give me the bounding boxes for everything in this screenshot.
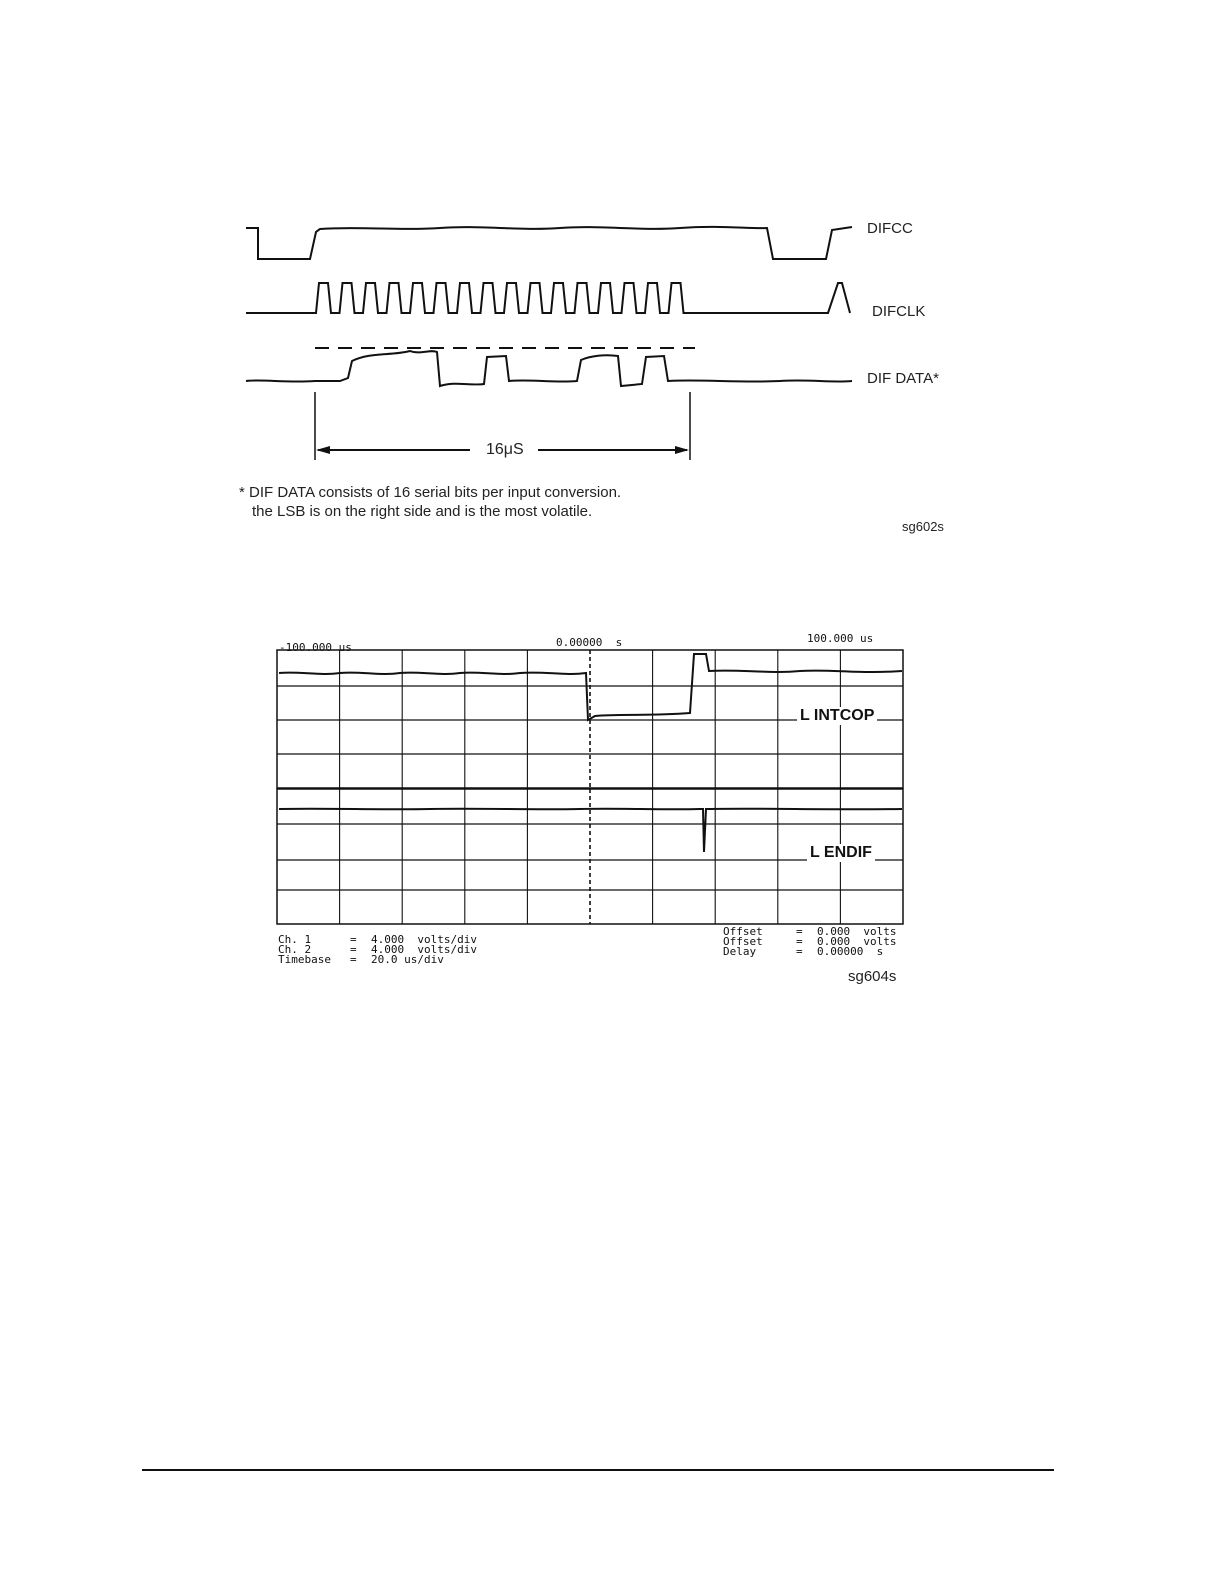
setting-value: 4.000 volts/div xyxy=(371,933,477,946)
time-right-label: 100.000 us xyxy=(807,632,874,645)
setting-name: Ch. 1 xyxy=(278,933,312,946)
signal-label-dif-data: DIF DATA* xyxy=(867,370,939,387)
scope-graticule xyxy=(277,650,903,924)
setting-name: Ch. 2 xyxy=(278,943,312,956)
setting-equals: = xyxy=(350,943,357,956)
setting-equals: = xyxy=(796,925,803,938)
figure-id-sg602s: sg602s xyxy=(902,519,944,534)
setting-name: Delay xyxy=(723,945,757,958)
duration-label: 16μS xyxy=(486,441,524,458)
setting-value: 4.000 volts/div xyxy=(371,943,477,956)
trace-label-l-intcop: L INTCOP xyxy=(797,707,877,725)
signal-label-difcc: DIFCC xyxy=(867,220,913,237)
setting-value: 0.00000 s xyxy=(817,945,884,958)
setting-value: 0.000 volts xyxy=(817,935,897,948)
setting-name: Timebase xyxy=(278,953,331,966)
setting-equals: = xyxy=(796,945,803,958)
setting-name: Offset xyxy=(723,925,763,938)
footer-rule xyxy=(142,1469,1054,1471)
signal-label-difclk: DIFCLK xyxy=(872,303,926,320)
setting-equals: = xyxy=(350,953,357,966)
setting-equals: = xyxy=(796,935,803,948)
trace-label-l-endif: L ENDIF xyxy=(807,844,875,862)
footnote-line-2: the LSB is on the right side and is the most volatile. xyxy=(252,503,593,520)
time-center-label: 0.00000 s xyxy=(556,636,623,649)
setting-value: 0.000 volts xyxy=(817,925,897,938)
time-left-label: -100.000 us xyxy=(279,641,352,654)
setting-value: 20.0 us/div xyxy=(371,953,444,966)
footnote-line-1: * DIF DATA consists of 16 serial bits per input conversion. xyxy=(239,484,622,501)
figure-id-sg604s: sg604s xyxy=(848,968,897,985)
setting-name: Offset xyxy=(723,935,763,948)
setting-equals: = xyxy=(350,933,357,946)
